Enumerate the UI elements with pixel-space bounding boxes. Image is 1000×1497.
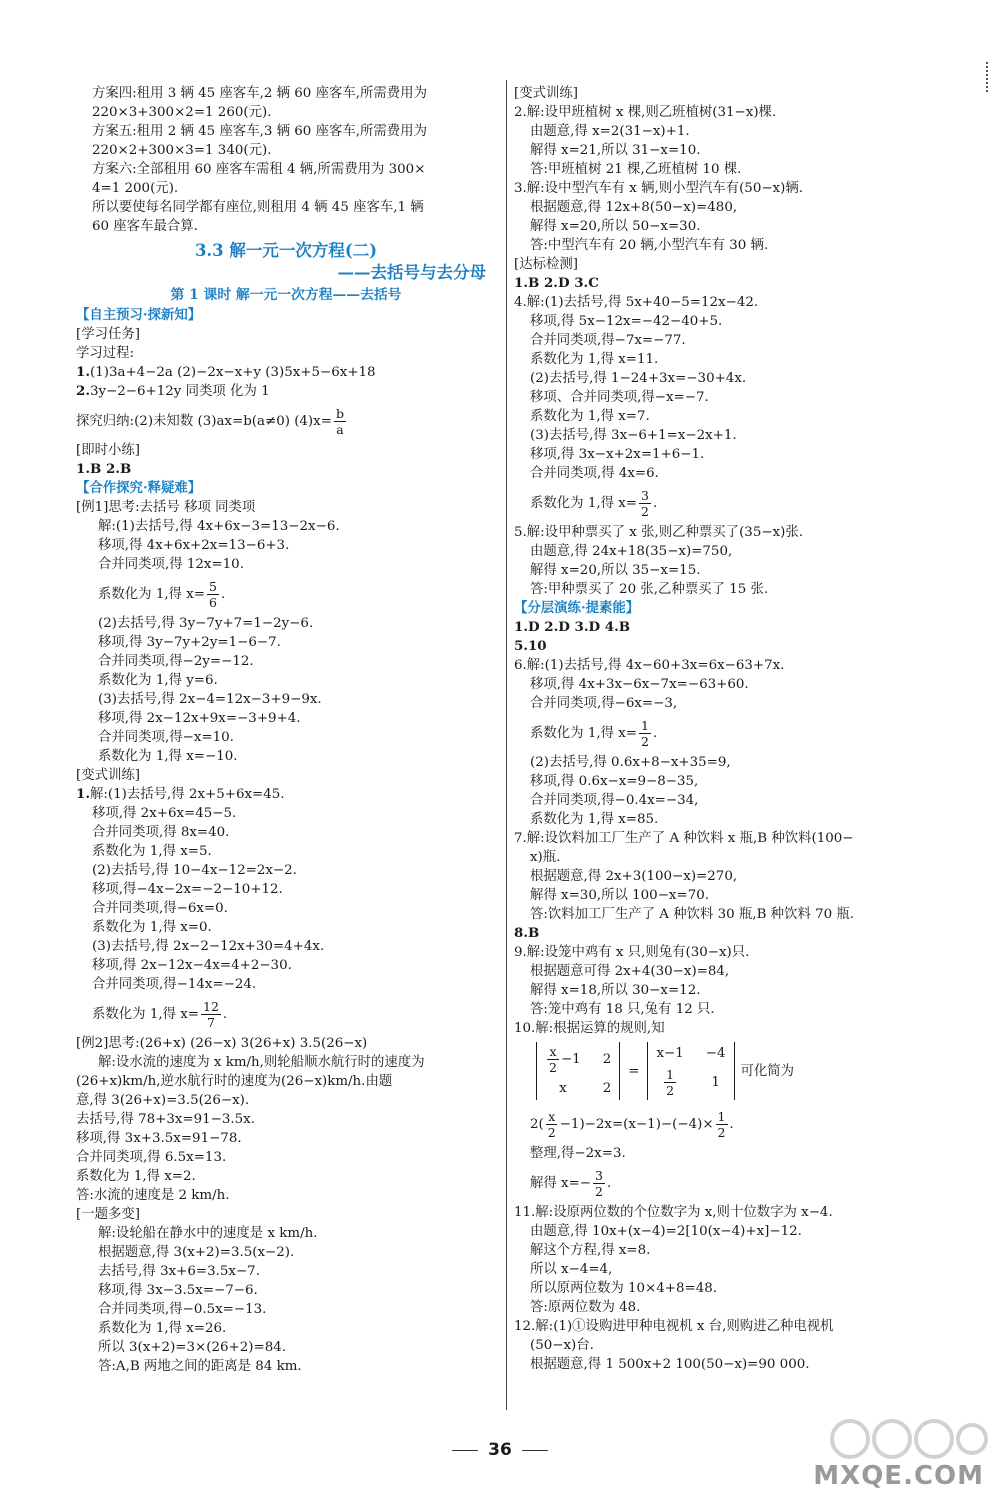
text-line: 合并同类项,得 4x=6. bbox=[530, 466, 659, 481]
answer-text: 系数化为 1,得 x= bbox=[530, 725, 638, 741]
subheading: [变式训练] bbox=[76, 768, 141, 783]
answer-text: (1)3a+4−2a (2)−2x−x+y (3)5x+5−6x+18 bbox=[89, 365, 376, 380]
text-line: 答:饮料加工厂生产了 A 种饮料 30 瓶,B 种饮料 70 瓶. bbox=[530, 907, 855, 922]
text-line: 60 座客车最合算. bbox=[92, 219, 198, 234]
text-line: 解得 x=20,所以 50−x=30. bbox=[530, 219, 701, 234]
answer-text: 系数化为 1,得 x= bbox=[98, 586, 206, 602]
subheading: [一题多变] bbox=[76, 1207, 141, 1222]
subheading: [变式训练] bbox=[514, 86, 579, 101]
text-line: 系数化为 1,得 x= $\frac{12}{7}$ . bbox=[92, 998, 228, 1030]
fraction bbox=[201, 999, 221, 1030]
text-line: 解:设轮船在静水中的速度是 x km/h. bbox=[98, 1226, 318, 1241]
fraction bbox=[664, 1067, 676, 1098]
text-line: (2)去括号,得 1−24+3x=−30+4x. bbox=[530, 371, 747, 386]
item-number: 1. bbox=[76, 786, 90, 802]
fraction bbox=[639, 488, 651, 519]
text-line: 11.解:设原两位数的个位数字为 x,则十位数字为 x−4. bbox=[514, 1205, 833, 1220]
text-line: 合并同类项,得 6.5x=13. bbox=[76, 1150, 227, 1165]
text-line: 3.解:设中型汽车有 x 辆,则小型汽车有(50−x)辆. bbox=[514, 181, 803, 196]
text-line: 根据题意,得 3(x+2)=3.5(x−2). bbox=[98, 1245, 295, 1260]
answer-line: 8.B bbox=[514, 925, 540, 941]
det-cell: 2 bbox=[602, 1052, 612, 1067]
text-line: 所以 x−4=4, bbox=[530, 1262, 613, 1277]
text-line: (3)去括号,得 2x−2−12x+30=4+4x. bbox=[92, 939, 325, 954]
text-line: 2.解:设甲班植树 x 棵,则乙班植树(31−x)棵. bbox=[514, 105, 777, 120]
dash-right bbox=[522, 1450, 548, 1451]
text-line: 系数化为 1,得 x=0. bbox=[92, 920, 212, 935]
text-line: 解得 x=20,所以 35−x=15. bbox=[530, 563, 701, 578]
text-line: (3)去括号,得 2x−4=12x−3+9−9x. bbox=[98, 692, 322, 707]
det-cell bbox=[545, 1044, 581, 1075]
subheading: [即时小练] bbox=[76, 443, 141, 458]
numerator: 1 bbox=[666, 1067, 675, 1082]
denominator: 7 bbox=[206, 1014, 215, 1030]
watermark-text: MXQE.COM bbox=[813, 1461, 984, 1491]
text-line: 移项,得 2x−12x−4x=4+2−30. bbox=[92, 958, 292, 973]
answer-line: 5.10 bbox=[514, 638, 547, 654]
item-number: 1. bbox=[76, 364, 90, 380]
det-cell: 2 bbox=[602, 1081, 612, 1096]
text-line: 4=1 200(元). bbox=[92, 181, 179, 196]
text-line: 学习过程: bbox=[76, 346, 135, 361]
text-line: 系数化为 1,得 x=11. bbox=[530, 352, 659, 367]
numerator: b bbox=[335, 405, 344, 421]
determinant-equation bbox=[514, 1038, 944, 1104]
answer-text: 探究归纳:(2)未知数 (3)ax=b(a≠0) (4)x= bbox=[76, 413, 332, 429]
determinant-left bbox=[536, 1042, 620, 1100]
answer-text: 解得 x=− bbox=[530, 1175, 592, 1191]
section-title: 3.3 解一元一次方程(二) bbox=[194, 241, 378, 260]
fraction bbox=[334, 406, 346, 437]
denominator: 2 bbox=[641, 503, 649, 519]
text-line: 系数化为 1,得 x=7. bbox=[530, 409, 650, 424]
text-line: 方案四:租用 3 辆 45 座客车,2 辆 60 座客车,所需费用为 bbox=[92, 86, 427, 101]
text-line: 移项,得 4x+3x−6x−7x=−63+60. bbox=[530, 677, 749, 692]
text-line: 意,得 3(26+x)=3.5(26−x). bbox=[76, 1093, 250, 1108]
text-line: 合并同类项,得−6x=0. bbox=[92, 901, 228, 916]
text-line: 移项,得 3x−3.5x=−7−6. bbox=[98, 1283, 258, 1298]
text-line: 7.解:设饮料加工厂生产了 A 种饮料 x 瓶,B 种饮料(100− bbox=[514, 831, 854, 846]
denominator: 2 bbox=[547, 1124, 556, 1140]
answer-text: 解:(1)去括号,得 2x+5+6x=45. bbox=[89, 787, 285, 802]
numerator: 1 bbox=[641, 717, 649, 733]
text-line: 合并同类项,得−0.5x=−13. bbox=[98, 1302, 267, 1317]
answer-text: 2( bbox=[530, 1116, 544, 1132]
fraction bbox=[639, 718, 651, 749]
text-line: 合并同类项,得−7x=−77. bbox=[530, 333, 686, 348]
denominator: 2 bbox=[666, 1083, 675, 1098]
answer-line bbox=[76, 382, 496, 401]
det-cell: −4 bbox=[705, 1046, 726, 1061]
text-line: 解这个方程,得 x=8. bbox=[530, 1243, 651, 1258]
text-line: 合并同类项,得 12x=10. bbox=[98, 557, 244, 572]
section-tag: 【合作探究·释疑难】 bbox=[76, 480, 202, 496]
numerator: 12 bbox=[203, 998, 219, 1014]
text-line: 所以 3(x+2)=3×(26+2)=84. bbox=[98, 1340, 286, 1355]
answer-text: 系数化为 1,得 x= bbox=[530, 495, 638, 511]
subheading: [学习任务] bbox=[76, 327, 141, 342]
text-line: 根据题意,得 12x+8(50−x)=480, bbox=[530, 200, 738, 215]
text-line: 移项,得 3x+3.5x=91−78. bbox=[76, 1131, 242, 1146]
fraction bbox=[547, 1044, 559, 1075]
det-cell bbox=[662, 1067, 678, 1098]
text-line: 根据题意可得 2x+4(30−x)=84, bbox=[530, 964, 730, 979]
equals-sign: = bbox=[628, 1063, 640, 1079]
fraction bbox=[593, 1168, 605, 1199]
det-cell: x bbox=[559, 1081, 567, 1096]
denominator: 2 bbox=[717, 1124, 726, 1140]
text-line: 移项,得 3y−7y+2y=1−6−7. bbox=[98, 635, 281, 650]
text-line: 移项,得 4x+6x+2x=13−6+3. bbox=[98, 538, 290, 553]
text-line: 220×3+300×2=1 260(元). bbox=[92, 105, 272, 120]
section-tag: 【分层演练·提素能】 bbox=[514, 600, 640, 616]
text-line: 解:(1)去括号,得 4x+6x−3=13−2x−6. bbox=[98, 519, 340, 534]
subheading: [达标检测] bbox=[514, 257, 579, 272]
answer-text: 系数化为 1,得 x= bbox=[92, 1006, 200, 1022]
answer-line: 1.B 2.D 3.C bbox=[514, 275, 599, 291]
answer-line bbox=[76, 363, 496, 382]
text-line: 9.解:设笼中鸡有 x 只,则兔有(30−x)只. bbox=[514, 945, 750, 960]
text-line: 12.解:(1)①设购进甲种电视机 x 台,则购进乙种电视机 bbox=[514, 1319, 834, 1334]
text-line: (50−x)台. bbox=[530, 1338, 594, 1353]
answer-text: . bbox=[729, 1116, 734, 1132]
text-line: 移项,得 2x−12x+9x=−3+9+4. bbox=[98, 711, 301, 726]
text-line: 答:中型汽车有 20 辆,小型汽车有 30 辆. bbox=[530, 238, 769, 253]
section-subtitle: ——去括号与去分母 bbox=[337, 263, 486, 282]
numerator: 1 bbox=[717, 1108, 726, 1124]
text-line: 合并同类项,得−0.4x=−34, bbox=[530, 793, 699, 808]
text-line bbox=[76, 785, 496, 804]
item-number: 2. bbox=[76, 383, 90, 399]
text-line: x)瓶. bbox=[530, 850, 561, 865]
text-line: 方案六:全部租用 60 座客车需租 4 辆,所需费用为 300× bbox=[92, 162, 426, 177]
text-line: 系数化为 1,得 x=2. bbox=[76, 1169, 196, 1184]
text-line: 解:设水流的速度为 x km/h,则轮船顺水航行时的速度为 bbox=[98, 1055, 425, 1070]
text-line: 可化简为 bbox=[740, 1063, 795, 1079]
text-line: 解得 x=21,所以 31−x=10. bbox=[530, 143, 701, 158]
crop-mark bbox=[986, 62, 992, 92]
fraction bbox=[716, 1109, 728, 1140]
text-line: 根据题意,得 2x+3(100−x)=270, bbox=[530, 869, 738, 884]
example-heading: [例2]思考:(26+x) (26−x) 3(26+x) 3.5(26−x) bbox=[76, 1036, 368, 1051]
text-line: 解得 x=30,所以 100−x=70. bbox=[530, 888, 709, 903]
text-line: (2)去括号,得 0.6x+8−x+35=9, bbox=[530, 755, 731, 770]
text-line: 所以要使每名同学都有座位,则租用 4 辆 45 座客车,1 辆 bbox=[92, 200, 424, 215]
text-line: 系数化为 1,得 x= $\frac{1}{2}$ . bbox=[530, 717, 658, 749]
denominator: 6 bbox=[209, 594, 217, 610]
denominator: 2 bbox=[549, 1060, 557, 1075]
text-line: 所以原两位数为 10×4+8=48. bbox=[530, 1281, 718, 1296]
answer-text: −1)−2x=(x−1)−(−4)× bbox=[559, 1116, 714, 1132]
text-line: 移项、合并同类项,得−x=−7. bbox=[530, 390, 709, 405]
answer-line: 1.B 2.B bbox=[76, 461, 132, 477]
text-line: 答:A,B 两地之间的距离是 84 km. bbox=[98, 1359, 302, 1374]
text-line: 系数化为 1,得 x= $\frac{3}{2}$ . bbox=[530, 487, 658, 519]
text-line: 220×2+300×3=1 340(元). bbox=[92, 143, 272, 158]
text-line: 解得 x=18,所以 30−x=12. bbox=[530, 983, 701, 998]
fraction bbox=[207, 579, 219, 610]
numerator: 5 bbox=[209, 578, 217, 594]
text-line: 答:甲班植树 21 棵,乙班植树 10 棵. bbox=[530, 162, 742, 177]
text-line: (2)去括号,得 3y−7y+7=1−2y−6. bbox=[98, 616, 314, 631]
text-line: 合并同类项,得 8x=40. bbox=[92, 825, 230, 840]
text-line: 答:笼中鸡有 18 只,兔有 12 只. bbox=[530, 1002, 715, 1017]
text-line: 去括号,得 78+3x=91−3.5x. bbox=[76, 1112, 255, 1127]
text-line bbox=[514, 1104, 944, 1144]
lesson-title: 第 1 课时 解一元一次方程——去括号 bbox=[170, 287, 402, 303]
text-line: 整理,得−2x=3. bbox=[530, 1146, 626, 1161]
text-line: 答:原两位数为 48. bbox=[530, 1300, 641, 1315]
text-line: 由题意,得 10x+(x−4)=2[10(x−4)+x]−12. bbox=[530, 1224, 802, 1239]
text-line: 方案五:租用 2 辆 45 座客车,3 辆 60 座客车,所需费用为 bbox=[92, 124, 427, 139]
right-column bbox=[514, 84, 944, 1374]
text-line: 移项,得 3x−x+2x=1+6−1. bbox=[530, 447, 705, 462]
text-line: 5.解:设甲种票买了 x 张,则乙种票买了(35−x)张. bbox=[514, 525, 803, 540]
dash-left bbox=[452, 1450, 478, 1451]
det-cell: 1 bbox=[711, 1075, 720, 1090]
denominator: 2 bbox=[595, 1183, 603, 1199]
text-line: 合并同类项,得−6x=−3, bbox=[530, 696, 678, 711]
text-line: 由题意,得 24x+18(35−x)=750, bbox=[530, 544, 733, 559]
text-line: 合并同类项,得−14x=−24. bbox=[92, 977, 257, 992]
text-line: 去括号,得 3x+6=3.5x−7. bbox=[98, 1264, 260, 1279]
text-line: 解得 x=− $\frac{3}{2}$ . bbox=[530, 1167, 612, 1199]
left-column bbox=[76, 84, 496, 1376]
text-line: 由题意,得 x=2(31−x)+1. bbox=[530, 124, 690, 139]
text-line: (3)去括号,得 3x−6+1=x−2x+1. bbox=[530, 428, 737, 443]
numerator: 3 bbox=[641, 487, 649, 503]
text-line: 答:甲种票买了 20 张,乙种票买了 15 张. bbox=[530, 582, 769, 597]
text-line: 系数化为 1,得 y=6. bbox=[98, 673, 218, 688]
text-line: (26+x)km/h,逆水航行时的速度为(26−x)km/h.由题 bbox=[76, 1074, 393, 1089]
numerator: 3 bbox=[595, 1167, 603, 1183]
text-line: 系数化为 1,得 x=5. bbox=[92, 844, 212, 859]
numerator: x bbox=[549, 1044, 557, 1059]
text-line: 系数化为 1,得 x=85. bbox=[530, 812, 659, 827]
text-line: 合并同类项,得−x=10. bbox=[98, 730, 234, 745]
text-line: 合并同类项,得−2y=−12. bbox=[98, 654, 254, 669]
numerator: x bbox=[548, 1108, 556, 1124]
text-line: 10.解:根据运算的规则,知 bbox=[514, 1021, 665, 1036]
text-line: 系数化为 1,得 x=−10. bbox=[98, 749, 238, 764]
denominator: a bbox=[336, 421, 344, 437]
example-heading: [例1]思考:去括号 移项 同类项 bbox=[76, 500, 256, 515]
text-line: 4.解:(1)去括号,得 5x+40−5=12x−42. bbox=[514, 295, 759, 310]
answer-line bbox=[76, 401, 496, 441]
text-line: 移项,得 0.6x−x=9−8−35, bbox=[530, 774, 699, 789]
column-divider bbox=[506, 80, 507, 1410]
det-cell: x−1 bbox=[656, 1046, 684, 1061]
text-line: 移项,得 2x+6x=45−5. bbox=[92, 806, 237, 821]
det-cell-text: −1 bbox=[560, 1052, 581, 1067]
page-number-text: 36 bbox=[488, 1440, 512, 1460]
text-line: 移项,得−4x−2x=−2−10+12. bbox=[92, 882, 283, 897]
text-line: 答:水流的速度是 2 km/h. bbox=[76, 1188, 230, 1203]
text-line: 根据题意,得 1 500x+2 100(50−x)=90 000. bbox=[530, 1357, 810, 1372]
text-line: 系数化为 1,得 x= $\frac{5}{6}$ . bbox=[98, 578, 226, 610]
section-tag: 【自主预习·探新知】 bbox=[76, 307, 202, 323]
answer-text: 3y−2−6+12y 同类项 化为 1 bbox=[89, 384, 270, 399]
text-line: 移项,得 5x−12x=−42−40+5. bbox=[530, 314, 723, 329]
answer-line: 1.D 2.D 3.D 4.B bbox=[514, 619, 631, 635]
denominator: 2 bbox=[641, 733, 649, 749]
determinant-right bbox=[647, 1042, 734, 1100]
text-line: (2)去括号,得 10−4x−12=2x−2. bbox=[92, 863, 297, 878]
text-line: 系数化为 1,得 x=26. bbox=[98, 1321, 227, 1336]
fraction bbox=[546, 1109, 558, 1140]
text-line: 6.解:(1)去括号,得 4x−60+3x=6x−63+7x. bbox=[514, 658, 785, 673]
